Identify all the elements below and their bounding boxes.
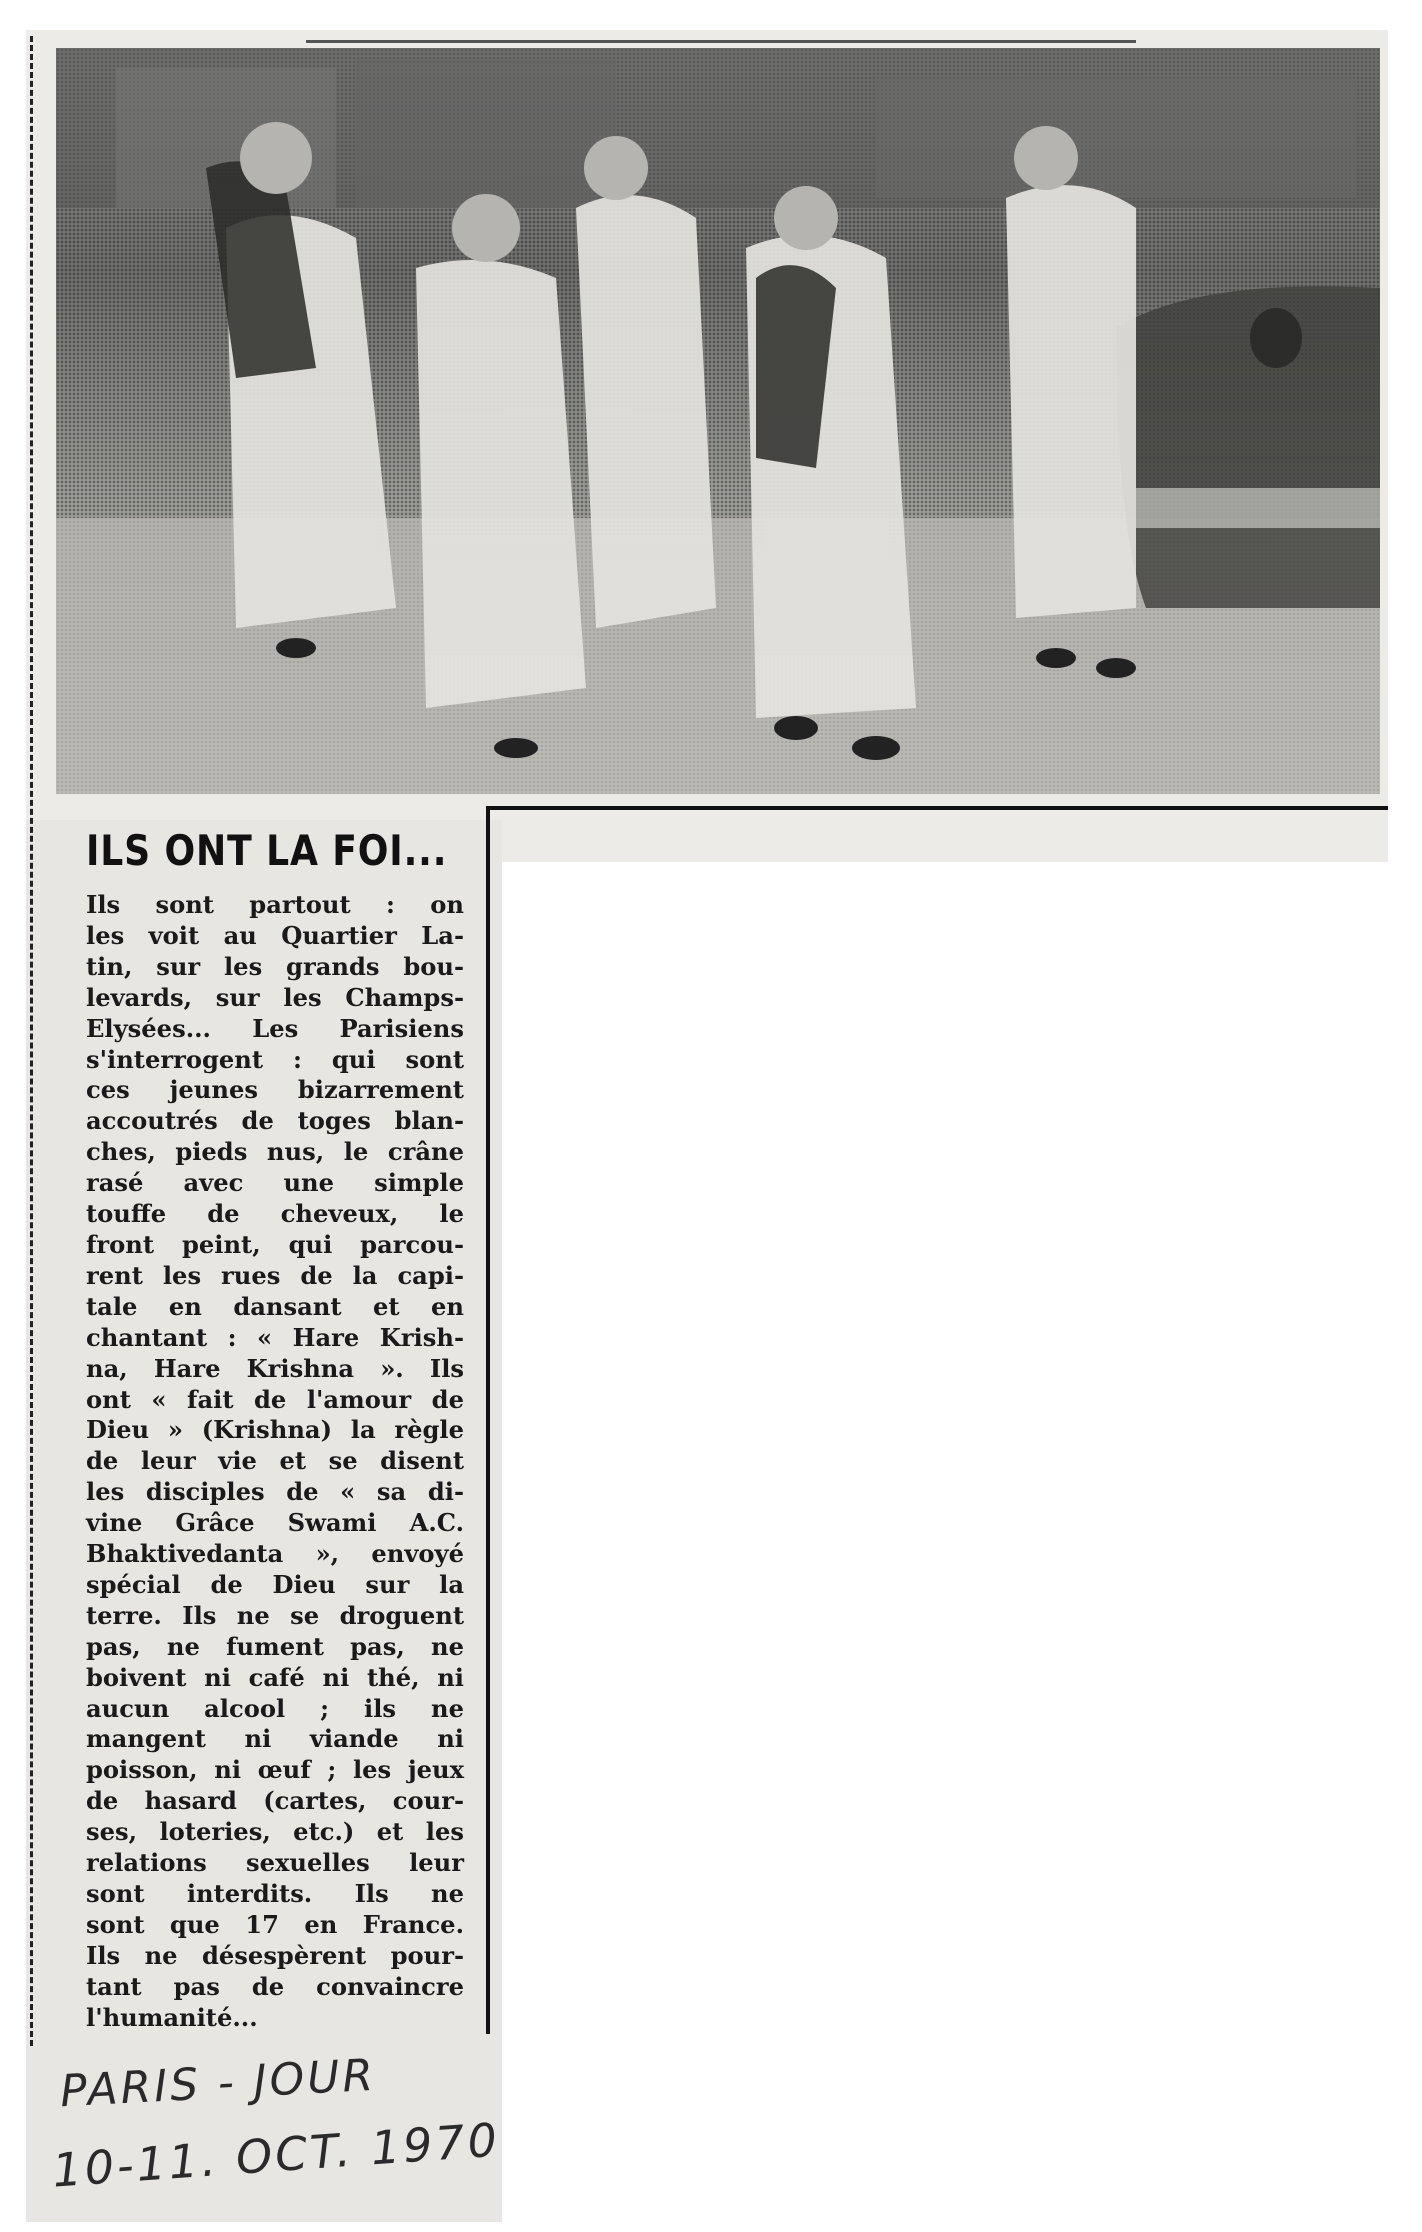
article-line: spécial de Dieu sur la <box>86 1569 464 1599</box>
article-line: tin, sur les grands bou- <box>86 951 464 981</box>
frame-line-horizontal <box>486 806 1388 810</box>
article-line: l'humanité... <box>86 2002 258 2032</box>
article-line: les disciples de « sa di- <box>86 1477 464 1507</box>
article-line: Dieu » (Krishna) la règle <box>86 1415 464 1445</box>
article-line: de leur vie et se disent <box>86 1446 464 1476</box>
top-rule <box>306 40 1136 43</box>
article-line: poisson, ni œuf ; les jeux <box>86 1755 464 1785</box>
frame-line-vertical <box>486 806 490 2034</box>
article-line: Bhaktivedanta », envoyé <box>86 1539 464 1569</box>
article-line: na, Hare Krishna ». Ils <box>86 1353 464 1383</box>
article-line: sont que 17 en France. <box>86 1909 464 1939</box>
cut-line <box>30 36 33 2046</box>
handwritten-source: PARIS - JOUR <box>58 2049 378 2118</box>
article-line: pas, ne fument pas, ne <box>86 1631 464 1661</box>
article-line: tant pas de convaincre <box>86 1971 464 2001</box>
article-line: terre. Ils ne se droguent <box>86 1600 464 1630</box>
article-line: tale en dansant et en <box>86 1291 464 1321</box>
article-line: Elysées... Les Parisiens <box>86 1013 464 1043</box>
news-photo <box>56 48 1380 794</box>
article-line: sont interdits. Ils ne <box>86 1879 464 1908</box>
article-line: de hasard (cartes, cour- <box>86 1786 464 1816</box>
article-line: touffe de cheveux, le <box>86 1199 464 1229</box>
article-line: les voit au Quartier La- <box>86 920 464 950</box>
article-line: relations sexuelles leur <box>86 1848 464 1878</box>
article-line: accoutrés de toges blan- <box>86 1106 464 1136</box>
article-line: vine Grâce Swami A.C. <box>86 1508 464 1538</box>
article-line: ches, pieds nus, le crâne <box>86 1137 464 1167</box>
handwritten-date: 10-11. OCT. 1970 <box>50 2112 502 2198</box>
article-line: rent les rues de la capi- <box>86 1260 464 1290</box>
article-line: ont « fait de l'amour de <box>86 1384 464 1414</box>
article-line: ces jeunes bizarrement <box>86 1075 464 1105</box>
article-line: Ils sont partout : on <box>86 890 464 919</box>
news-photo-figures <box>56 48 1380 794</box>
article-line: boivent ni café ni thé, ni <box>86 1662 464 1692</box>
article-line: chantant : « Hare Krish- <box>86 1322 464 1352</box>
article-line: mangent ni viande ni <box>86 1724 464 1754</box>
article-title: ILS ONT LA FOI... <box>86 826 448 875</box>
article-line: front peint, qui parcou- <box>86 1229 464 1259</box>
article-line: s'interrogent : qui sont <box>86 1044 464 1074</box>
article-line: ses, loteries, etc.) et les <box>86 1817 464 1847</box>
article-line: Ils ne désespèrent pour- <box>86 1940 464 1970</box>
article-line: levards, sur les Champs- <box>86 982 464 1012</box>
article-body <box>86 890 464 2034</box>
article-line: aucun alcool ; ils ne <box>86 1693 464 1723</box>
article-line: rasé avec une simple <box>86 1168 464 1198</box>
